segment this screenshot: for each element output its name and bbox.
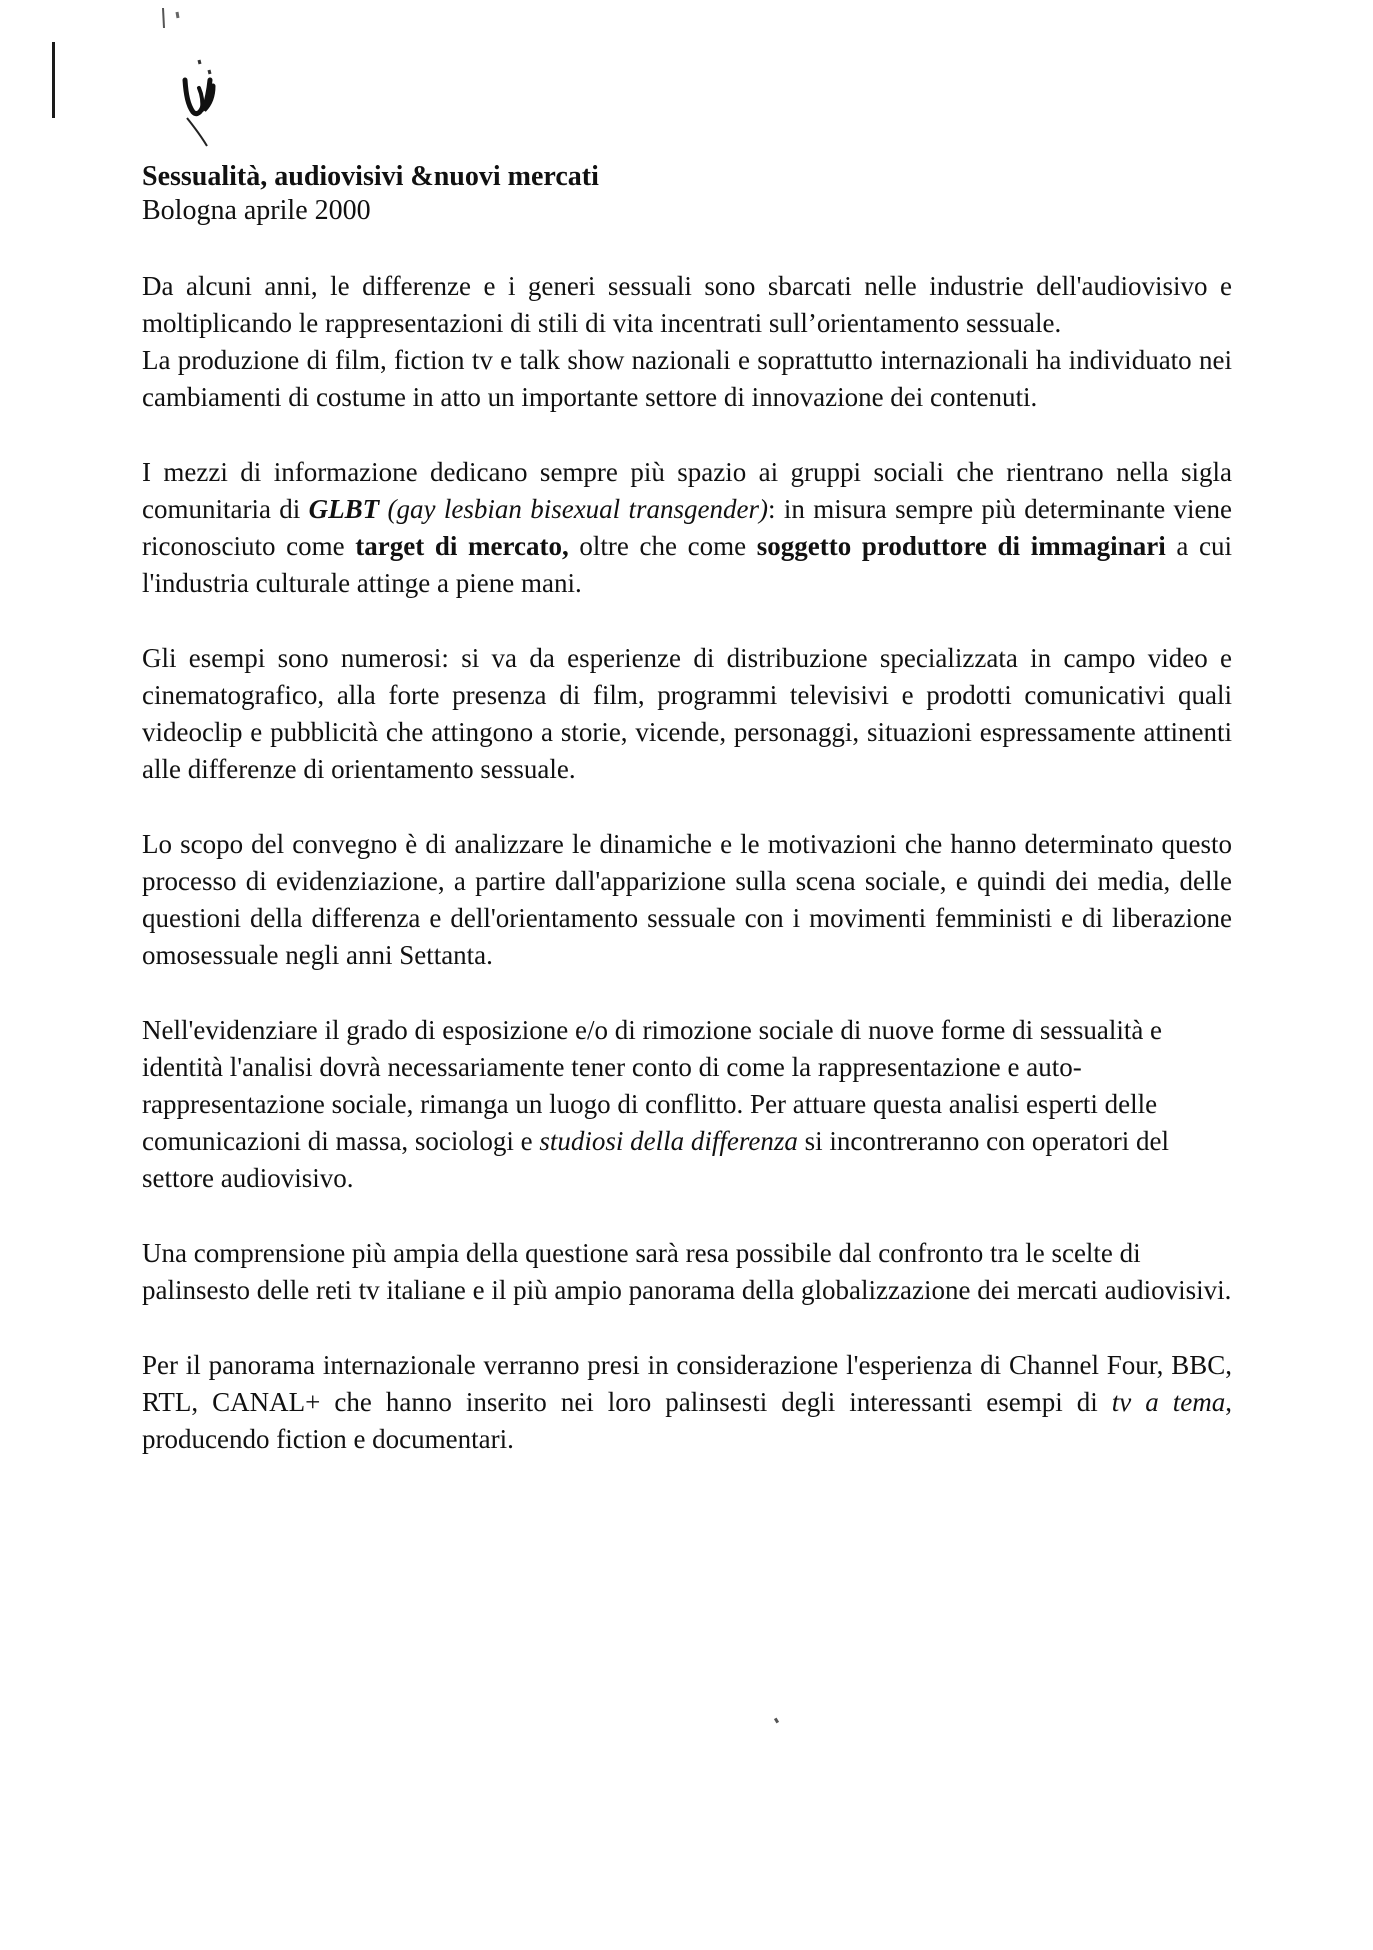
paragraph-6 xyxy=(142,1012,1232,1197)
document-body xyxy=(142,160,1232,1496)
paragraph-8 xyxy=(142,1347,1232,1458)
paragraph-3 xyxy=(142,454,1232,602)
paragraph-2: La produzione di film, fiction tv e talk show nazionali e soprattutto internazionali ha individuato nei cambiamenti di costume in atto un importante settore di innovazione dei contenuti. xyxy=(142,345,1232,412)
document-subtitle: Bologna aprile 2000 xyxy=(142,195,371,226)
soggetto-term: soggetto produttore di immaginari xyxy=(756,531,1166,561)
paragraph-4: Gli esempi sono numerosi: si va da esperienze di distribuzione specializzata in campo video e cinematografico, alla forte presenza di film, programmi televisivi e prodotti comunicativi quali videoclip e pubblicità che attingono a storie, vicende, personaggi, situazioni espressamente attinenti alle differenze di orientamento sessuale. xyxy=(142,643,1232,784)
p8-text-1: Per il panorama internazionale verranno presi in considerazione l'esperienza di Channel Four, BBC, RTL, CANAL+ che hanno inserito nei loro palinsesti degli interessanti esempi di xyxy=(142,1350,1232,1417)
paragraph-7: Una comprensione più ampia della questione sarà resa possibile dal confronto tra le scelte di palinsesto delle reti tv italiane e il più ampio panorama della globalizzazione dei mercati audiovisivi. xyxy=(142,1238,1232,1305)
target-term: target di mercato, xyxy=(355,531,569,561)
p8-text-2: , producendo fiction e documentari. xyxy=(142,1387,1232,1454)
p6-text-2: si incontreranno con operatori del settore audiovisivo. xyxy=(142,1126,1170,1193)
paragraph-1: Da alcuni anni, le differenze e i generi sessuali sono sbarcati nelle industrie dell'audiovisivo e moltiplicando le rappresentazioni di stili di vita incentrati sull’orientamento sessuale. xyxy=(142,271,1232,338)
p3-text-1: I mezzi di informazione dedicano sempre più spazio ai gruppi sociali che rientrano nella sigla comunitaria di xyxy=(142,457,1232,524)
handwritten-mark-icon xyxy=(155,0,245,150)
glbt-expansion: (gay lesbian bisexual transgender) xyxy=(379,494,769,524)
studiosi-term: studiosi della differenza xyxy=(539,1126,798,1156)
document-title: Sessualità, audiovisivi &nuovi mercati xyxy=(142,161,599,192)
p3-text-4: a cui l'industria culturale attinge a piene mani. xyxy=(142,531,1232,598)
glbt-term: GLBT xyxy=(308,494,380,524)
margin-mark xyxy=(52,42,55,118)
stray-mark xyxy=(774,1718,779,1724)
p3-text-2: : in misura sempre più determinante viene riconosciuto come xyxy=(142,494,1233,561)
p3-text-3: oltre che come xyxy=(568,531,757,561)
p6-text-1: Nell'evidenziare il grado di esposizione e/o di rimozione sociale di nuove forme di sessualità e identità l'analisi dovrà necessariamente tener conto di come la rappresentazione e auto-rappresentazione sociale, rimanga un luogo di conflitto. Per attuare questa analisi esperti delle comunicazioni di massa, sociologi e xyxy=(142,1015,1163,1156)
paragraph-5: Lo scopo del convegno è di analizzare le dinamiche e le motivazioni che hanno determinato questo processo di evidenziazione, a partire dall'apparizione sulla scena sociale, e quindi dei media, delle questioni della differenza e dell'orientamento sessuale con i movimenti femministi e di liberazione omosessuale negli anni Settanta. xyxy=(142,829,1232,970)
tv-a-tema-term: tv a tema xyxy=(1111,1387,1226,1417)
